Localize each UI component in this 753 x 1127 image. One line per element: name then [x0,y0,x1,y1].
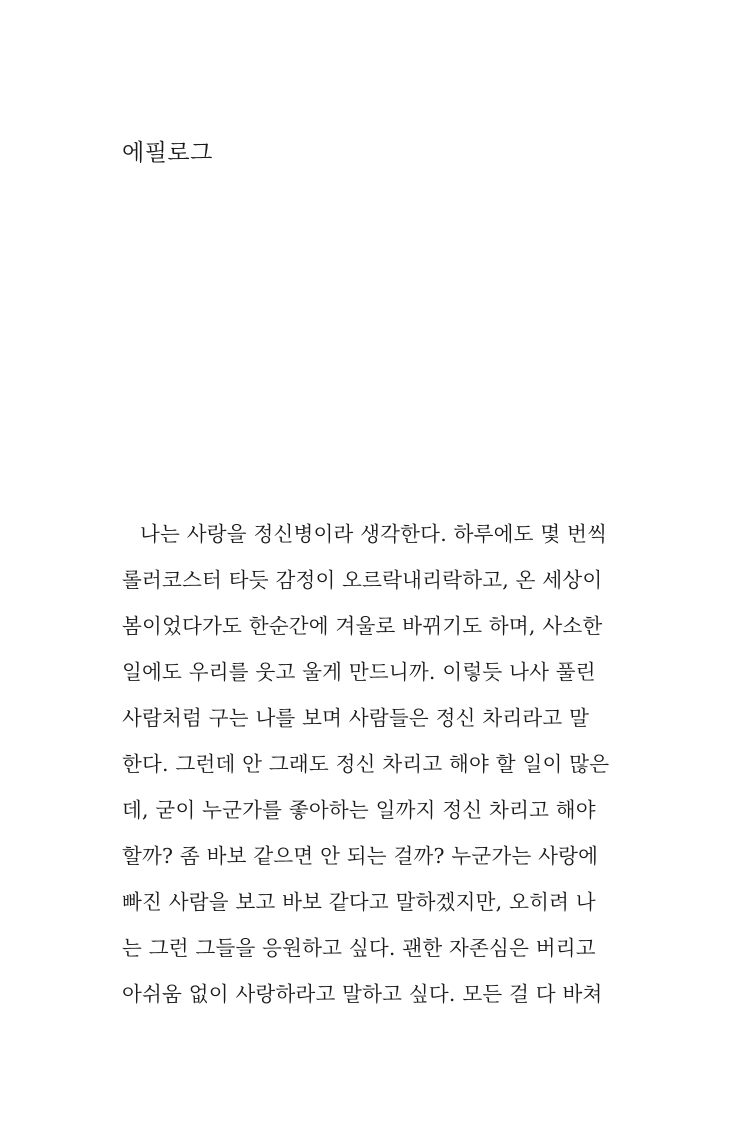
text-line: 롤러코스터 타듯 감정이 오르락내리락하고, 온 세상이 [122,568,603,592]
text-line: 는 그런 그들을 응원하고 싶다. 괜한 자존심은 버리고 [122,936,596,960]
chapter-title: 에필로그 [122,140,213,166]
text-line: 일에도 우리를 웃고 울게 만드니까. 이렇듯 나사 풀린 [122,660,596,684]
text-line: 빠진 사람을 보고 바보 같다고 말하겠지만, 오히려 나 [122,890,596,914]
text-line: 나는 사랑을 정신병이라 생각한다. 하루에도 몇 번씩 [140,522,608,546]
body-paragraph [122,511,610,1017]
text-line: 할까? 좀 바보 같으면 안 되는 걸까? 누군가는 사랑에 [122,844,599,868]
text-line: 한다. 그런데 안 그래도 정신 차리고 해야 할 일이 많은 [122,752,610,776]
text-line: 봄이었다가도 한순간에 겨울로 바뀌기도 하며, 사소한 [122,614,603,638]
text-line: 사람처럼 구는 나를 보며 사람들은 정신 차리라고 말 [122,706,590,730]
text-line: 데, 굳이 누군가를 좋아하는 일까지 정신 차리고 해야 [122,798,596,822]
text-line: 아쉬움 없이 사랑하라고 말하고 싶다. 모든 걸 다 바쳐 [122,982,603,1006]
